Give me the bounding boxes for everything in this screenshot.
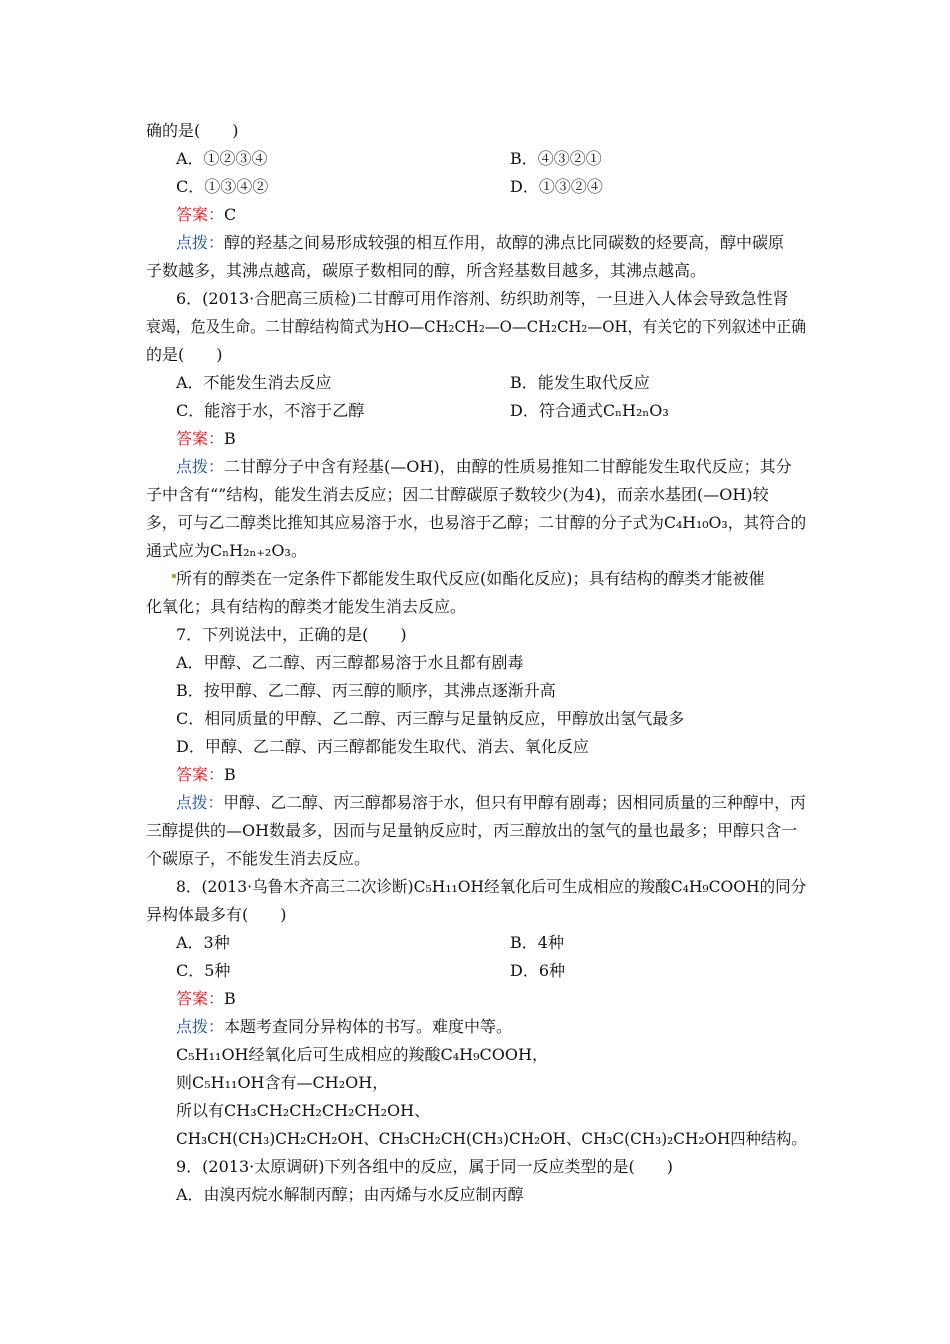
q5-stem-tail: 确的是( ) bbox=[146, 121, 239, 140]
tip-text: 本题考查同分异构体的书写。难度中等。 bbox=[224, 1017, 513, 1036]
q6-stem-line-3: 的是( ) bbox=[146, 345, 223, 364]
tip-label: 点拨： bbox=[176, 793, 224, 812]
q5-answer bbox=[176, 204, 236, 226]
tip-label: 点拨： bbox=[176, 233, 225, 252]
q7-option-b: B．按甲醇、乙二醇、丙三醇的顺序，其沸点逐渐升高 bbox=[176, 681, 556, 700]
q7-tip-line-3: 个碳原子，不能发生消去反应。 bbox=[146, 849, 371, 868]
q5-tip-line-1 bbox=[176, 232, 784, 254]
q5-option-a: A．①②③④ bbox=[176, 149, 268, 168]
q8-option-a: A．3种 bbox=[176, 933, 230, 952]
q6-tip-line-3: 多，可与乙二醇类比推知其应易溶于水，也易溶于乙醇；二甘醇的分子式为C₄H₁₀O₃，其符合的 bbox=[146, 513, 807, 532]
q9-stem: 9．(2013·太原调研)下列各组中的反应，属于同一反应类型的是( ) bbox=[176, 1157, 673, 1176]
tip-label: 点拨： bbox=[176, 1017, 225, 1036]
answer-label: 答案： bbox=[176, 765, 225, 784]
q8-stem-line-1: 8．(2013·乌鲁木齐高三二次诊断)C₅H₁₁OH经氧化后可生成相应的羧酸C₄H₉COOH的同分 bbox=[176, 877, 807, 896]
q5-tip-line-2: 子数越多，其沸点越高，碳原子数相同的醇，所含羟基数目越多，其沸点越高。 bbox=[146, 261, 707, 280]
q6-tip-line-4: 通式应为CₙH₂ₙ₊₂O₃。 bbox=[146, 541, 307, 560]
q7-tip-line-2: 三醇提供的—OH数最多，因而与足量钠反应时，丙三醇放出的氢气的量也最多；甲醇只含一 bbox=[146, 821, 798, 840]
tip-text: 醇的羟基之间易形成较强的相互作用，故醇的沸点比同碳数的烃要高，醇中碳原 bbox=[224, 233, 785, 252]
q6-option-d: D．符合通式CₙH₂ₙO₃ bbox=[510, 401, 669, 420]
q8-tip-line-1 bbox=[176, 1016, 512, 1038]
q7-stem: 7．下列说法中，正确的是( ) bbox=[176, 625, 407, 644]
tip-text: 二甘醇分子中含有羟基(—OH)，由醇的性质易推知二甘醇能发生取代反应；其分 bbox=[224, 457, 792, 476]
q5-option-b: B．④③②① bbox=[510, 149, 602, 168]
q8-option-c: C．5种 bbox=[176, 961, 231, 980]
answer-label: 答案： bbox=[176, 205, 225, 224]
answer-value: B bbox=[224, 429, 236, 448]
q6-option-a: A．不能发生消去反应 bbox=[176, 373, 332, 392]
q5-option-d: D．①③②④ bbox=[510, 177, 603, 196]
q7-answer bbox=[176, 764, 236, 786]
q8-option-b: B．4种 bbox=[510, 933, 564, 952]
q6-option-b: B．能发生取代反应 bbox=[510, 373, 650, 392]
answer-value: B bbox=[224, 989, 236, 1008]
q7-option-c: C．相同质量的甲醇、乙二醇、丙三醇与足量钠反应，甲醇放出氢气最多 bbox=[176, 709, 685, 728]
q6-tip-line-1 bbox=[176, 456, 792, 478]
q6-stem-line-1: 6．(2013·合肥高三质检)二甘醇可用作溶剂、纺织助剂等，一旦进入人体会导致急性肾 bbox=[176, 289, 789, 308]
q6-note-line-2: 化氧化；具有结构的醇类才能发生消去反应。 bbox=[146, 597, 467, 616]
q8-tip-line-5: CH₃CH(CH₃)CH₂CH₂OH、CH₃CH₂CH(CH₃)CH₂OH、CH₃C(CH₃)₂CH₂OH四种结构。 bbox=[176, 1129, 807, 1148]
q8-stem-line-2: 异构体最多有( ) bbox=[146, 905, 287, 924]
q6-note-line-1: 所有的醇类在一定条件下都能发生取代反应(如酯化反应)；具有结构的醇类才能被催 bbox=[176, 569, 765, 588]
q6-tip-line-2: 子中含有“”结构，能发生消去反应；因二甘醇碳原子数较少(为4)，而亲水基团(—OH)较 bbox=[146, 485, 769, 504]
q6-option-c: C．能溶于水，不溶于乙醇 bbox=[176, 401, 365, 420]
q9-option-a: A．由溴丙烷水解制丙醇；由丙烯与水反应制丙醇 bbox=[176, 1185, 524, 1204]
tip-label: 点拨： bbox=[176, 457, 225, 476]
q7-option-a: A．甲醇、乙二醇、丙三醇都易溶于水且都有剧毒 bbox=[176, 653, 524, 672]
answer-value: B bbox=[224, 765, 236, 784]
q7-tip-line-1 bbox=[176, 792, 806, 814]
q8-tip-line-2: C₅H₁₁OH经氧化后可生成相应的羧酸C₄H₉COOH， bbox=[176, 1045, 548, 1064]
q5-option-c: C．①③④② bbox=[176, 177, 269, 196]
q8-tip-line-3: 则C₅H₁₁OH含有—CH₂OH， bbox=[176, 1073, 389, 1092]
tip-text: 甲醇、乙二醇、丙三醇都易溶于水，但只有甲醇有剧毒；因相同质量的三种醇中，丙 bbox=[223, 793, 806, 812]
answer-label: 答案： bbox=[176, 989, 225, 1008]
q6-stem-line-2: 衰竭，危及生命。二甘醇结构简式为HO—CH₂CH₂—O—CH₂CH₂—OH，有关它的下列叙述中正确 bbox=[146, 317, 807, 336]
answer-label: 答案： bbox=[176, 429, 225, 448]
q8-option-d: D．6种 bbox=[510, 961, 566, 980]
q8-tip-line-4: 所以有CH₃CH₂CH₂CH₂CH₂OH、 bbox=[176, 1101, 431, 1120]
q8-answer bbox=[176, 988, 236, 1010]
q7-option-d: D．甲醇、乙二醇、丙三醇都能发生取代、消去、氧化反应 bbox=[176, 737, 589, 756]
answer-value: C bbox=[224, 205, 237, 224]
q6-answer bbox=[176, 428, 236, 450]
